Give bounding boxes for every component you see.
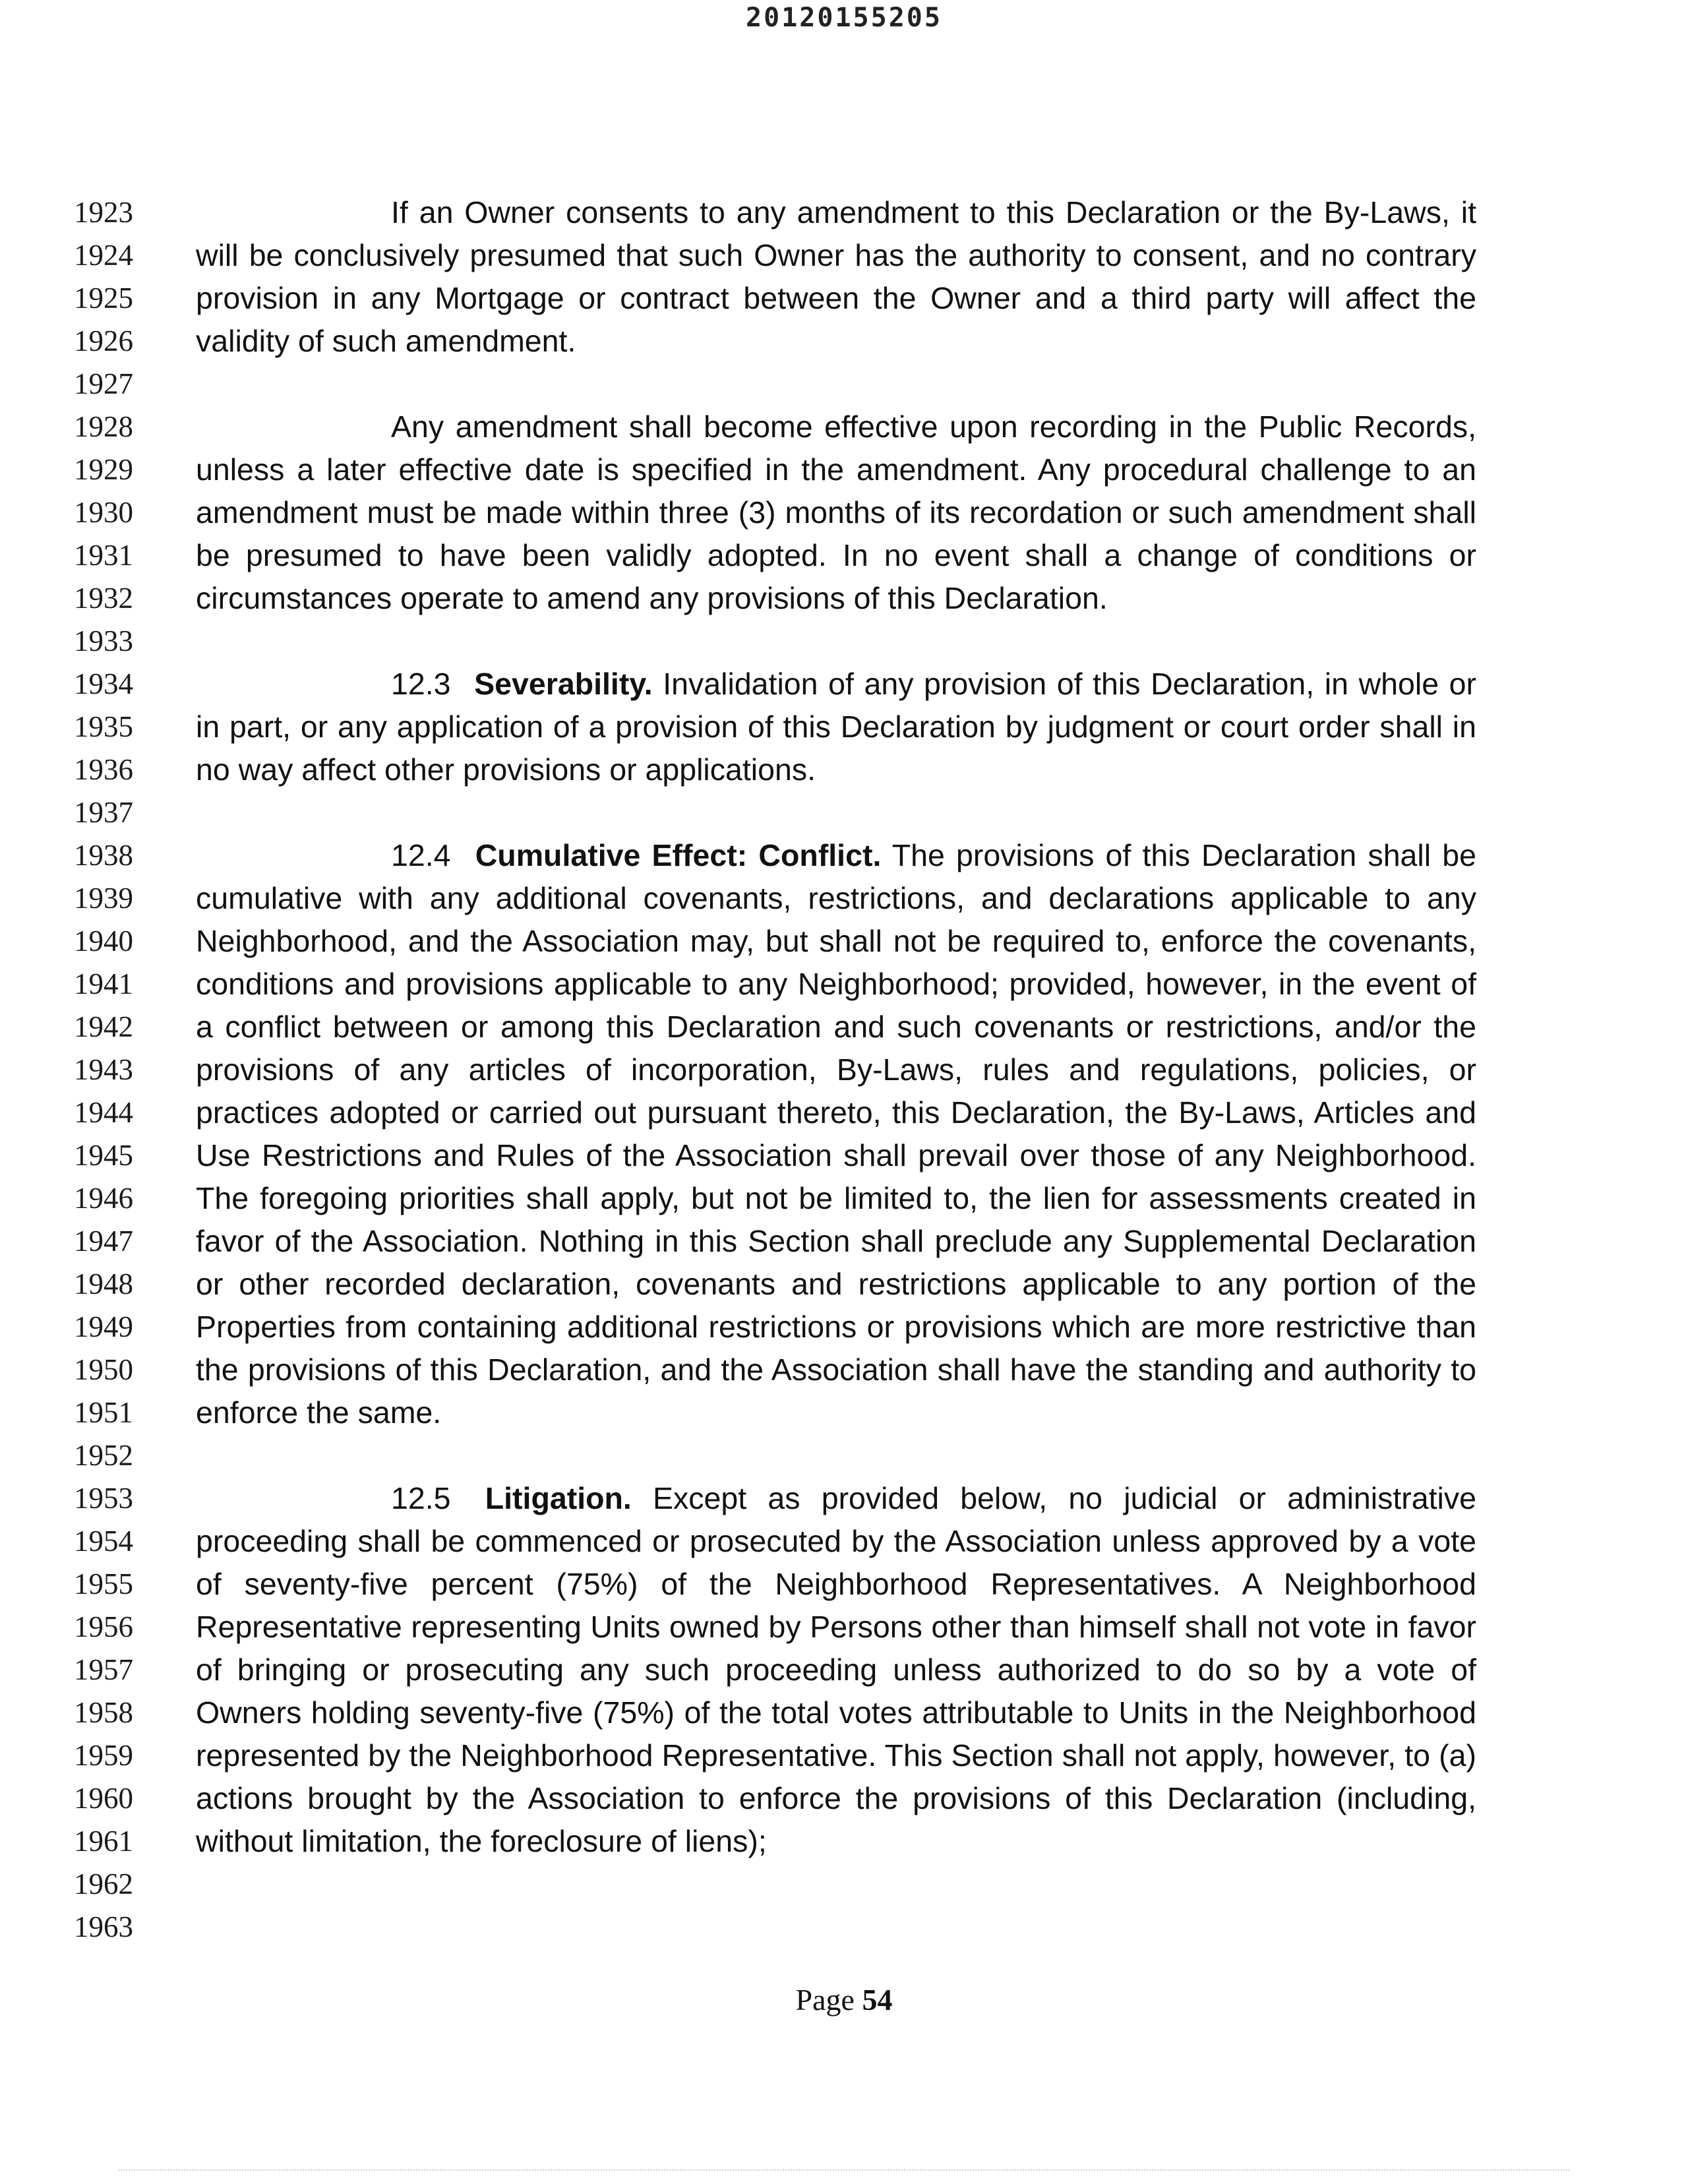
section-title: Litigation. (485, 1481, 632, 1515)
line-number: 1960 (74, 1782, 133, 1815)
line-number: 1938 (74, 839, 133, 872)
line-number: 1945 (74, 1139, 133, 1172)
line-number: 1949 (74, 1310, 133, 1343)
document-number: 20120155205 (746, 3, 942, 33)
section-number: 12.4 (391, 838, 451, 872)
line-number: 1936 (74, 753, 133, 786)
line-number: 1943 (74, 1053, 133, 1086)
line-number: 1961 (74, 1825, 133, 1858)
line-number: 1958 (74, 1696, 133, 1729)
page-label: Page (795, 1983, 855, 2017)
line-number: 1947 (74, 1225, 133, 1258)
line-number: 1925 (74, 282, 133, 315)
section-text: The provisions of this Declaration shall be cumulative with any additional covenants, restrictions, and declarations applicable to any Neighborhood, and the Association may, but shall not be required to, enforce the covenants, conditions and provisions applicable to any Neighborhood; provided, however, in the event of a conflict between or among this Declaration and such covenants or restrictions, and/or the provisions of any articles of incorporation, By-Laws, rules and regulations, policies, or practices adopted or carried out pursuant thereto, this Declaration, the By-Laws, Articles and Use Restrictions and Rules of the Association shall prevail over those of any Neighborhood. The foregoing priorities shall apply, but not be limited to, the lien for assessments created in favor of the Association. Nothing in this Section shall preclude any Supplemental Declaration or other recorded declaration, covenants and restrictions applicable to any portion of the Properties from containing additional restrictions or provisions which are more restrictive than the provisions of this Declaration, and the Association shall have the standing and authority to enforce the same. (196, 838, 1476, 1430)
paragraph-text: If an Owner consents to any amendment to this Declaration or the By-Laws, it will be conclusively presumed that such Owner has the authority to consent, and no contrary provision in any Mortgage or contract between the Owner and a third party will affect the validity of such amendment. (196, 195, 1476, 358)
line-number: 1951 (74, 1396, 133, 1429)
line-number: 1963 (74, 1910, 133, 1943)
section-text: Invalidation of any provision of this Declaration, in whole or in part, or any application of a provision of this Declaration by judgment or court order shall in no way affect other provisions or applications. (196, 667, 1477, 787)
paragraph-text: Any amendment shall become effective upon recording in the Public Records, unless a later effective date is specified in the amendment. Any procedural challenge to an amendment must be made within three (3) months of its recordation or such amendment shall be presumed to have been validly adopted. In no event shall a change of conditions or circumstances operate to amend any provisions of this Declaration. (196, 410, 1476, 615)
paragraph-owner-consent (196, 191, 1476, 363)
line-number: 1957 (74, 1653, 133, 1686)
line-number: 1948 (74, 1267, 133, 1300)
line-number: 1930 (74, 496, 133, 529)
section-title: Severability. (474, 667, 653, 701)
line-number: 1954 (74, 1525, 133, 1558)
line-number: 1955 (74, 1567, 133, 1600)
section-number: 12.3 (391, 667, 451, 701)
line-number: 1934 (74, 667, 133, 700)
line-number: 1962 (74, 1867, 133, 1900)
scan-artifact-divider (119, 2169, 1569, 2173)
line-number-column (74, 191, 160, 1949)
page-number: 54 (862, 1983, 893, 2017)
line-number: 1953 (74, 1482, 133, 1515)
line-number: 1942 (74, 1010, 133, 1043)
line-number: 1952 (74, 1439, 133, 1472)
page-footer (0, 1982, 1688, 2017)
line-number: 1950 (74, 1353, 133, 1386)
line-number: 1939 (74, 882, 133, 915)
line-number: 1940 (74, 925, 133, 957)
line-number: 1944 (74, 1096, 133, 1129)
section-12-4-cumulative-effect (196, 834, 1476, 1434)
line-number: 1928 (74, 410, 133, 443)
section-number: 12.5 (391, 1481, 451, 1515)
line-number: 1929 (74, 453, 133, 486)
section-text: Except as provided below, no judicial or administrative proceeding shall be commenced or prosecuted by the Association unless approved by a vote of seventy-five percent (75%) of the Neighborhood Representatives. A Neighborhood Representative representing Units owned by Persons other than himself shall not vote in favor of bringing or prosecuting any such proceeding unless authorized to do so by a vote of Owners holding seventy-five (75%) of the total votes attributable to Units in the Neighborhood represented by the Neighborhood Representative. This Section shall not apply, however, to (a) actions brought by the Association to enforce the provisions of this Declaration (including, without limitation, the foreclosure of liens); (196, 1481, 1476, 1858)
line-number: 1946 (74, 1182, 133, 1215)
line-number: 1927 (74, 367, 133, 400)
line-number: 1931 (74, 539, 133, 572)
document-body (196, 191, 1476, 1863)
line-number: 1935 (74, 710, 133, 743)
section-12-3-severability (196, 663, 1476, 791)
section-12-5-litigation (196, 1477, 1476, 1863)
line-number: 1924 (74, 239, 133, 272)
line-number: 1933 (74, 624, 133, 657)
line-number: 1941 (74, 967, 133, 1000)
line-number: 1926 (74, 324, 133, 357)
line-number: 1959 (74, 1739, 133, 1772)
line-number: 1923 (74, 196, 133, 229)
paragraph-amendment-effective (196, 406, 1476, 620)
section-title: Cumulative Effect: Conflict. (475, 838, 882, 872)
line-number: 1932 (74, 582, 133, 615)
line-number: 1937 (74, 796, 133, 829)
line-number: 1956 (74, 1610, 133, 1643)
